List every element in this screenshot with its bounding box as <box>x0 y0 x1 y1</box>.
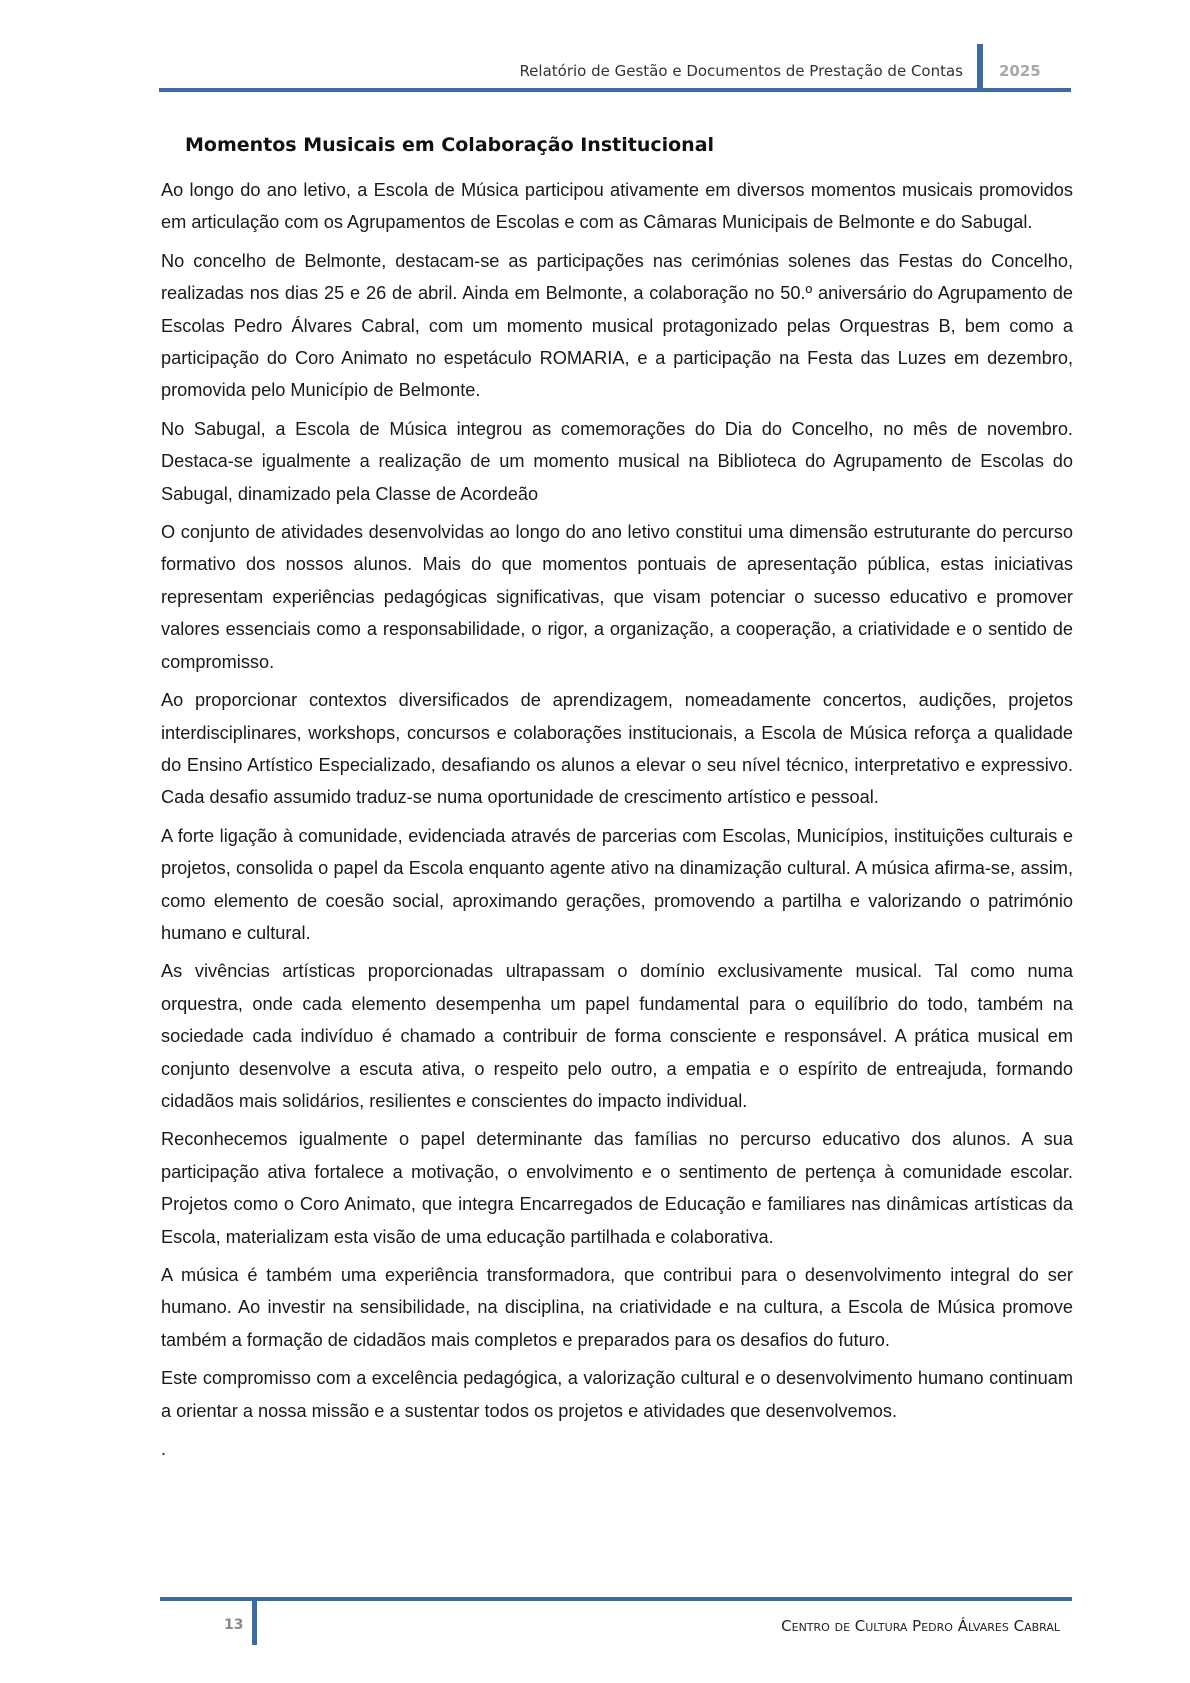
paragraph: Ao longo do ano letivo, a Escola de Música participou ativamente em diversos momentos musicais promovidos em articulação com os Agrupamentos de Escolas e com as Câmaras Municipais de Belmonte e do Sabugal. <box>161 180 1073 233</box>
paragraph: O conjunto de atividades desenvolvidas ao longo do ano letivo constitui uma dimensão estruturante do percurso formativo dos nossos alunos. Mais do que momentos pontuais de apresentação pública, estas iniciativas representam experiências pedagógicas significativas, que visam potenciar o sucesso educativo e promover valores essenciais como a responsabilidade, o rigor, a organização, a cooperação, a criatividade e o sentido de compromisso. <box>161 522 1073 672</box>
header-year: 2025 <box>999 62 1041 80</box>
page-header <box>159 44 1071 92</box>
header-divider <box>977 44 983 88</box>
header-rule <box>159 88 1071 92</box>
footer-organization: Centro de Cultura Pedro Álvares Cabral <box>781 1617 1060 1635</box>
paragraph: As vivências artísticas proporcionadas ultrapassam o domínio exclusivamente musical. Tal como numa orquestra, onde cada elemento desempenha um papel fundamental para o equilíbrio do todo, também na sociedade cada indivíduo é chamado a contribuir de forma consciente e responsável. A prática musical em conjunto desenvolve a escuta ativa, o respeito pelo outro, a empatia e o espírito de entreajuda, formando cidadãos mais solidários, resilientes e conscientes do impacto individual. <box>161 961 1073 1111</box>
page-number: 13 <box>224 1617 244 1633</box>
footer-divider <box>252 1597 257 1645</box>
paragraph: Reconhecemos igualmente o papel determinante das famílias no percurso educativo dos alunos. A sua participação ativa fortalece a motivação, o envolvimento e o sentimento de pertença à comunidade escolar. Projetos como o Coro Animato, que integra Encarregados de Educação e familiares nas dinâmicas artísticas da Escola, materializam esta visão de uma educação partilhada e colaborativa. <box>161 1129 1073 1247</box>
section-title: Momentos Musicais em Colaboração Institucional <box>185 134 715 156</box>
header-title: Relatório de Gestão e Documentos de Prestação de Contas <box>519 62 963 80</box>
paragraph: Este compromisso com a excelência pedagógica, a valorização cultural e o desenvolvimento humano continuam a orientar a nossa missão e a sustentar todos os projetos e atividades que desenvolvemos. <box>161 1368 1073 1421</box>
paragraph: No Sabugal, a Escola de Música integrou as comemorações do Dia do Concelho, no mês de novembro. Destaca-se igualmente a realização de um momento musical na Biblioteca do Agrupamento de Escolas do Sabugal, dinamizado pela Classe de Acordeão <box>161 418 1073 504</box>
paragraph: No concelho de Belmonte, destacam-se as participações nas cerimónias solenes das Festas do Concelho, realizadas nos dias 25 e 26 de abril. Ainda em Belmonte, a colaboração no 50.º aniversário do Agrupamento de Escolas Pedro Álvares Cabral, com um momento musical protagonizado pelas Orquestras B, bem como a participação do Coro Animato no espetáculo ROMARIA, e a participação na Festa das Luzes em dezembro, promovida pelo Município de Belmonte. <box>161 250 1073 401</box>
trailing-dot: . <box>161 1439 167 1460</box>
paragraph: A música é também uma experiência transformadora, que contribui para o desenvolvimento integral do ser humano. Ao investir na sensibilidade, na disciplina, na criatividade e na cultura, a Escola de Música promove também a formação de cidadãos mais completos e preparados para os desafios do futuro. <box>161 1265 1073 1350</box>
paragraph: A forte ligação à comunidade, evidenciada através de parcerias com Escolas, Municípios, instituições culturais e projetos, consolida o papel da Escola enquanto agente ativo na dinamização cultural. A música afirma-se, assim, como elemento de coesão social, aproximando gerações, promovendo a partilha e valorizando o património humano e cultural. <box>161 825 1073 943</box>
paragraph: Ao proporcionar contextos diversificados de aprendizagem, nomeadamente concertos, audições, projetos interdisciplinares, workshops, concursos e colaborações institucionais, a Escola de Música reforça a qualidade do Ensino Artístico Especializado, desafiando os alunos a elevar o seu nível técnico, interpretativo e expressivo. Cada desafio assumido traduz-se numa oportunidade de crescimento artístico e pessoal. <box>161 690 1073 808</box>
page-footer <box>160 1597 1072 1645</box>
footer-rule <box>160 1597 1072 1601</box>
page-body <box>161 134 1073 1465</box>
